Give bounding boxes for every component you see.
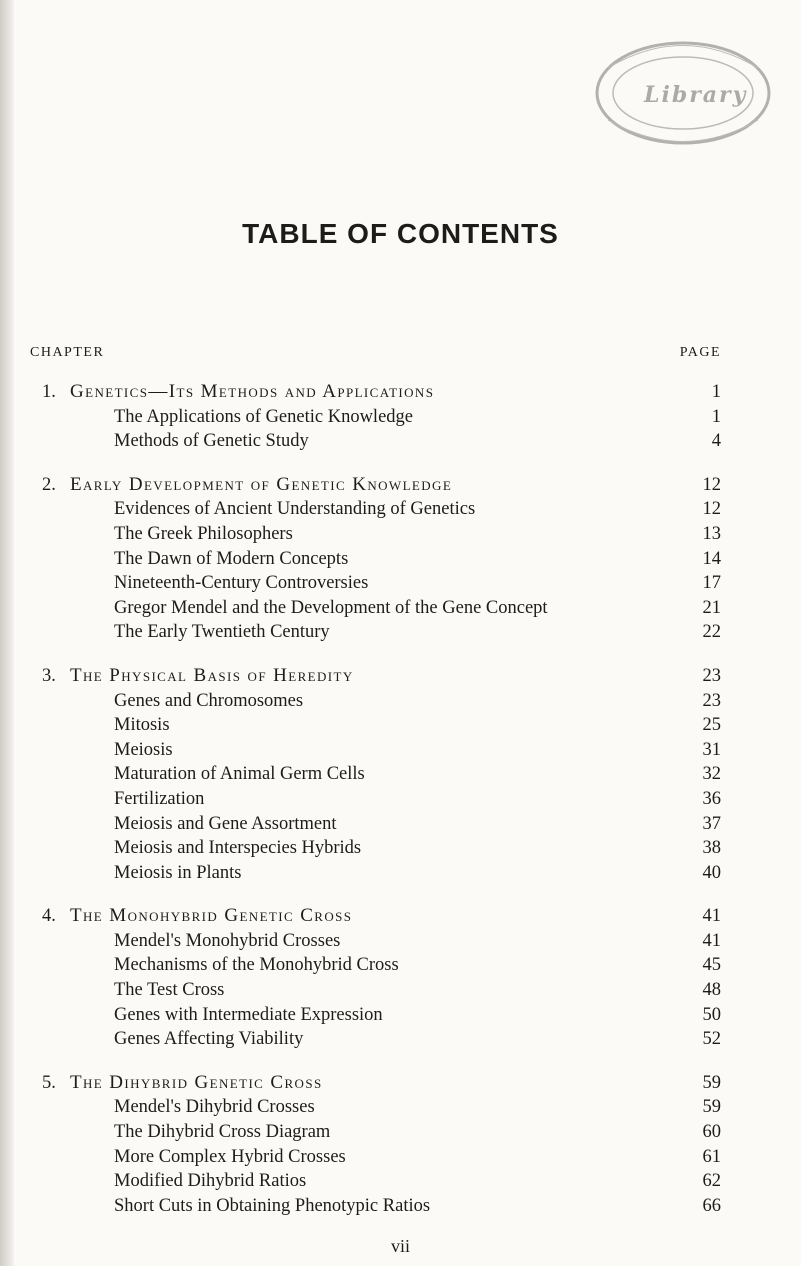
section-page: 17 <box>702 573 721 594</box>
chapter-page: 23 <box>702 665 721 686</box>
section-title: The Applications of Genetic Knowledge <box>114 406 413 427</box>
toc-chapter-row[interactable] <box>0 380 801 405</box>
section-title: The Dihybrid Cross Diagram <box>114 1122 331 1143</box>
toc-section-row[interactable] <box>0 978 801 1003</box>
toc-chapter-block <box>0 473 801 645</box>
section-page: 25 <box>702 715 721 736</box>
section-page: 45 <box>702 955 721 976</box>
chapter-title: The Monohybrid Genetic Cross <box>70 905 353 927</box>
section-title: Mendel's Monohybrid Crosses <box>114 930 341 951</box>
chapter-column-header: CHAPTER <box>30 345 105 360</box>
toc-section-row[interactable] <box>0 738 801 763</box>
section-title: Fertilization <box>114 788 205 809</box>
section-page: 61 <box>702 1146 721 1167</box>
section-page: 4 <box>711 431 721 452</box>
section-title: Methods of Genetic Study <box>114 431 309 452</box>
chapter-number: 5. <box>42 1072 56 1093</box>
toc-section-row[interactable] <box>0 689 801 714</box>
section-title: Mitosis <box>114 715 170 736</box>
toc-section-row[interactable] <box>0 1169 801 1194</box>
section-page: 12 <box>702 499 721 520</box>
section-page: 41 <box>702 930 721 951</box>
toc-section-row[interactable] <box>0 762 801 787</box>
section-page: 36 <box>702 788 721 809</box>
toc-section-row[interactable] <box>0 571 801 596</box>
toc-chapter-row[interactable] <box>0 473 801 498</box>
toc-section-row[interactable] <box>0 522 801 547</box>
section-title: The Early Twentieth Century <box>114 622 330 643</box>
toc-section-row[interactable] <box>0 1194 801 1219</box>
section-page: 59 <box>702 1097 721 1118</box>
toc-section-row[interactable] <box>0 497 801 522</box>
toc-list <box>0 380 801 1237</box>
chapter-title: Genetics—Its Methods and Applications <box>70 381 435 402</box>
toc-chapter-row[interactable] <box>0 664 801 689</box>
section-page: 22 <box>702 622 721 643</box>
section-title: The Dawn of Modern Concepts <box>114 548 349 569</box>
section-title: More Complex Hybrid Crosses <box>114 1146 346 1167</box>
toc-section-row[interactable] <box>0 861 801 886</box>
section-title: Short Cuts in Obtaining Phenotypic Ratios <box>114 1195 431 1216</box>
toc-section-row[interactable] <box>0 405 801 430</box>
section-title: Nineteenth-Century Controversies <box>114 573 369 594</box>
section-page: 60 <box>702 1122 721 1143</box>
toc-chapter-block <box>0 664 801 885</box>
toc-section-row[interactable] <box>0 596 801 621</box>
section-page: 21 <box>702 597 721 618</box>
page-column-header: PAGE <box>679 345 721 360</box>
stamp-text: Library <box>644 82 748 108</box>
section-title: Genes with Intermediate Expression <box>114 1004 383 1025</box>
section-title: Evidences of Ancient Understanding of Genetics <box>114 499 476 520</box>
section-page: 14 <box>702 548 721 569</box>
section-title: Meiosis and Interspecies Hybrids <box>114 838 362 859</box>
toc-section-row[interactable] <box>0 620 801 645</box>
page-number: vii <box>390 1236 410 1256</box>
section-title: Meiosis and Gene Assortment <box>114 813 337 834</box>
toc-section-row[interactable] <box>0 1095 801 1120</box>
chapter-number: 2. <box>42 474 56 495</box>
toc-section-row[interactable] <box>0 1120 801 1145</box>
chapter-number: 4. <box>42 906 56 927</box>
toc-section-row[interactable] <box>0 953 801 978</box>
toc-chapter-row[interactable] <box>0 904 801 929</box>
toc-chapter-block <box>0 380 801 454</box>
chapter-number: 3. <box>42 665 56 686</box>
section-page: 66 <box>702 1195 721 1216</box>
section-title: Mendel's Dihybrid Crosses <box>114 1097 315 1118</box>
section-title: Gregor Mendel and the Development of the Gene Concept <box>114 597 548 618</box>
section-page: 23 <box>702 690 721 711</box>
chapter-page: 1 <box>711 382 721 402</box>
section-page: 62 <box>702 1171 721 1192</box>
section-title: Maturation of Animal Germ Cells <box>114 764 365 785</box>
toc-section-row[interactable] <box>0 547 801 572</box>
section-page: 40 <box>702 862 721 883</box>
toc-section-row[interactable] <box>0 429 801 454</box>
section-page: 1 <box>711 406 721 427</box>
chapter-title: Early Development of Genetic Knowledge <box>70 473 453 495</box>
chapter-title: The Physical Basis of Heredity <box>70 664 354 686</box>
toc-section-row[interactable] <box>0 929 801 954</box>
section-page: 38 <box>702 838 721 859</box>
section-title: Mechanisms of the Monohybrid Cross <box>114 955 399 976</box>
toc-chapter-row[interactable] <box>0 1071 801 1096</box>
section-title: The Greek Philosophers <box>114 523 293 544</box>
section-title: Meiosis in Plants <box>114 862 242 883</box>
toc-section-row[interactable] <box>0 713 801 738</box>
page-title: TABLE OF CONTENTS <box>242 218 559 249</box>
toc-chapter-block <box>0 1071 801 1219</box>
section-page: 37 <box>702 813 721 834</box>
section-title: Genes Affecting Viability <box>114 1029 304 1050</box>
section-title: The Test Cross <box>114 980 225 1001</box>
section-title: Genes and Chromosomes <box>114 690 304 711</box>
toc-section-row[interactable] <box>0 1027 801 1052</box>
section-page: 32 <box>702 764 721 785</box>
chapter-page: 12 <box>702 474 721 495</box>
chapter-number: 1. <box>42 382 56 402</box>
toc-section-row[interactable] <box>0 787 801 812</box>
section-title: Modified Dihybrid Ratios <box>114 1171 307 1192</box>
section-page: 52 <box>702 1029 721 1050</box>
toc-section-row[interactable] <box>0 812 801 837</box>
section-page: 48 <box>702 980 721 1001</box>
library-stamp <box>588 28 778 158</box>
toc-section-row[interactable] <box>0 1145 801 1170</box>
toc-chapter-block <box>0 904 801 1052</box>
section-title: Meiosis <box>114 739 173 760</box>
chapter-page: 41 <box>702 906 721 927</box>
section-page: 13 <box>702 523 721 544</box>
chapter-title: The Dihybrid Genetic Cross <box>70 1071 323 1093</box>
chapter-page: 59 <box>702 1072 721 1093</box>
section-page: 31 <box>702 739 721 760</box>
section-page: 50 <box>702 1004 721 1025</box>
toc-section-row[interactable] <box>0 1003 801 1028</box>
toc-section-row[interactable] <box>0 836 801 861</box>
